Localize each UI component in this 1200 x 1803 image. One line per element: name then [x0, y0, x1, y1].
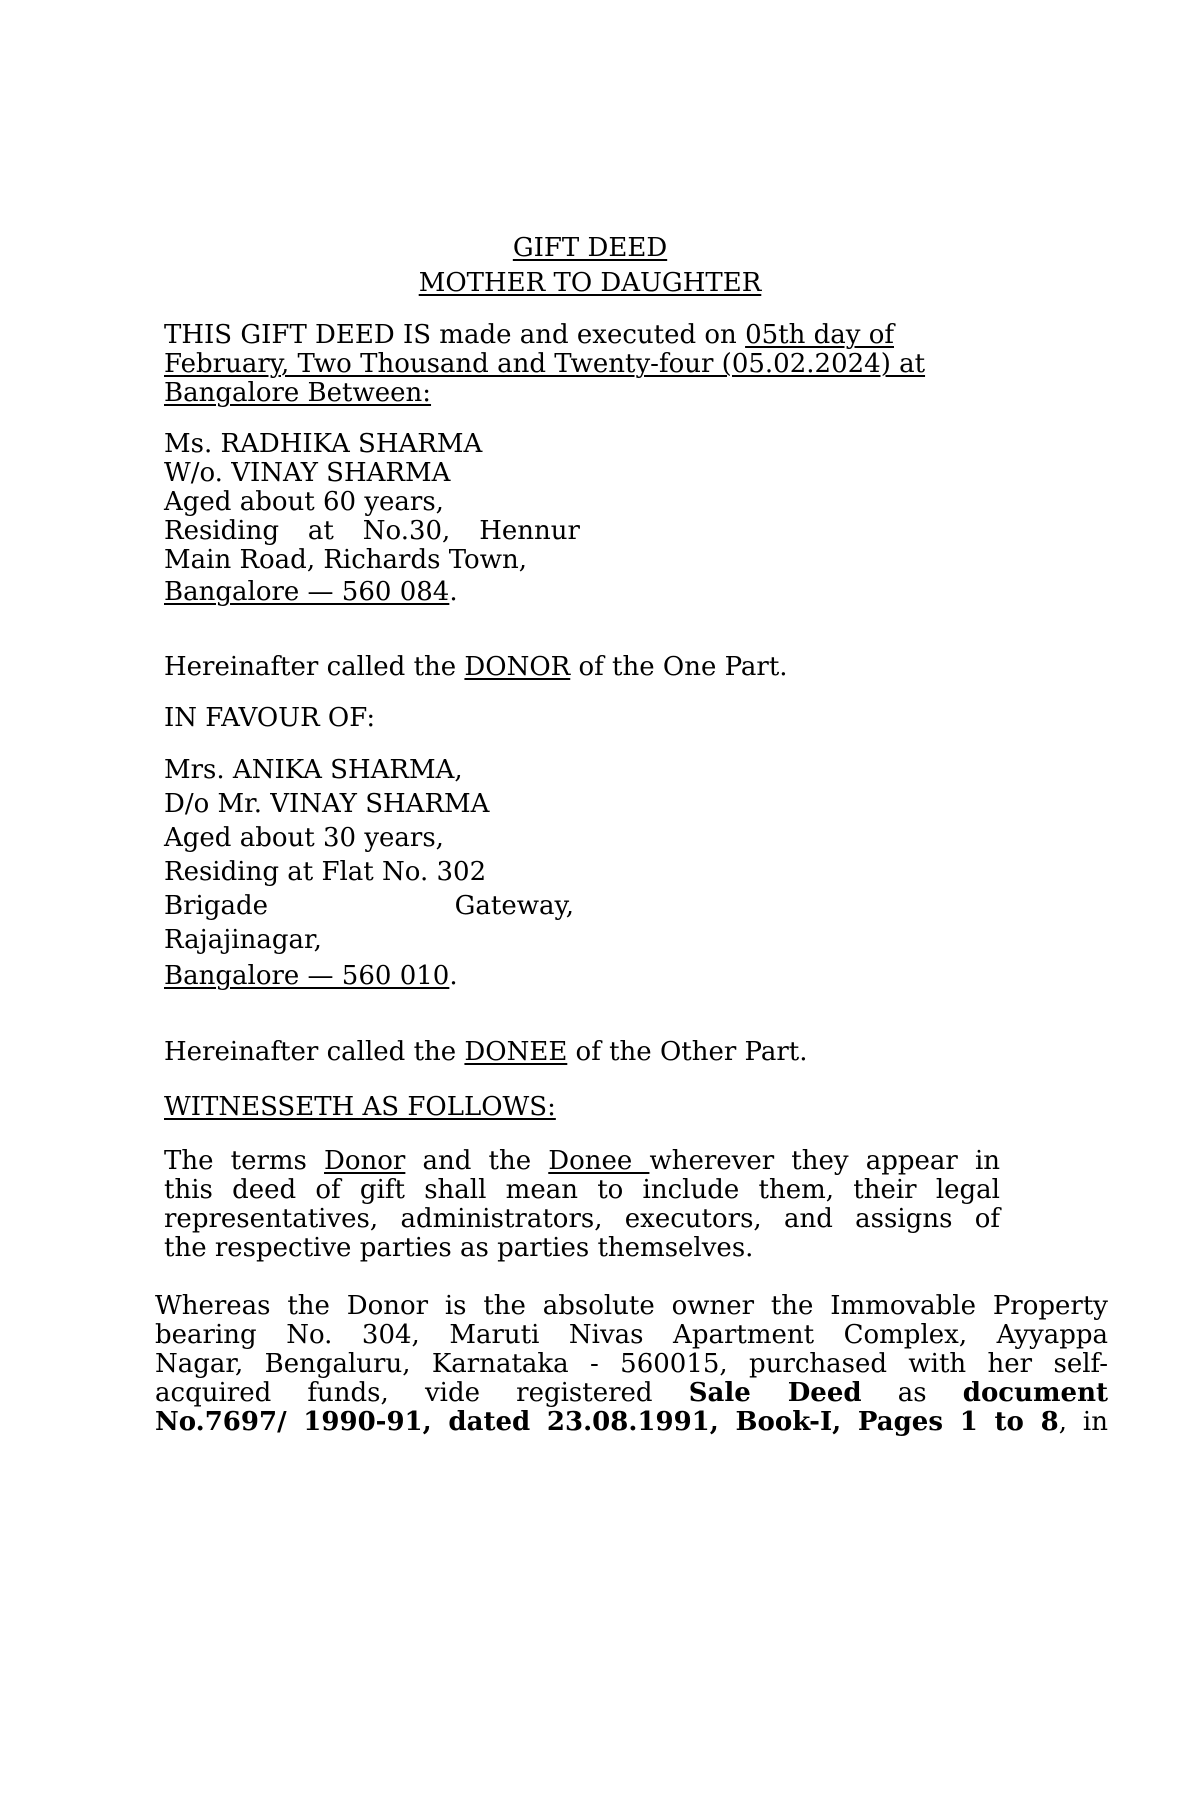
donee-designation — [164, 1037, 808, 1067]
intro-date-part-2: February, Two Thousand and Twenty-four (05.02.2024) at — [164, 349, 926, 379]
whereas-text: as — [861, 1378, 963, 1408]
donee-role: DONEE — [464, 1037, 568, 1067]
terms-text: and the — [405, 1146, 549, 1176]
donee-name: Mrs. ANIKA SHARMA, — [164, 755, 463, 785]
terms-text: wherever they appear in — [649, 1146, 1001, 1176]
terms-line-4: the respective parties as parties themselves. — [164, 1233, 754, 1263]
donor-address-word: Residing — [164, 516, 279, 546]
donee-address-line-2 — [164, 891, 574, 921]
donor-address-word: No.30, — [362, 516, 451, 546]
witnesseth-heading — [164, 1092, 556, 1122]
deed-subtitle-text: MOTHER TO DAUGHTER — [418, 268, 762, 298]
donee-called-suffix: of the Other Part. — [567, 1037, 808, 1067]
terms-line-3: representatives, administrators, executors, and assigns of — [164, 1204, 1000, 1234]
donee-age: Aged about 30 years, — [164, 823, 444, 853]
donor-address-line-1 — [164, 516, 580, 546]
intro-date-part-1: 05th day of — [745, 320, 894, 350]
whereas-sale-deed: Sale Deed — [688, 1378, 862, 1408]
donee-address-word: Gateway, — [454, 891, 574, 921]
donee-city-period: . — [449, 961, 458, 991]
terms-donee: Donee — [548, 1146, 650, 1176]
deed-title — [0, 233, 1180, 263]
whereas-line-3: Nagar, Bengaluru, Karnataka - 560015, purchased with her self- — [155, 1349, 1108, 1379]
terms-line-2: this deed of gift shall mean to include them, their legal — [164, 1175, 1000, 1205]
intro-line-3 — [164, 378, 431, 408]
donor-relation: W/o. VINAY SHARMA — [164, 458, 451, 488]
donor-address-word: at — [307, 516, 334, 546]
donor-age: Aged about 60 years, — [164, 487, 444, 517]
whereas-text: , in — [1058, 1407, 1108, 1437]
donee-relation: D/o Mr. VINAY SHARMA — [164, 789, 490, 819]
donor-city-period: . — [449, 577, 458, 607]
whereas-line-5 — [155, 1407, 1108, 1437]
intro-line-1 — [164, 320, 894, 350]
donor-address-line-2: Main Road, Richards Town, — [164, 545, 527, 575]
donee-city-text: Bangalore — 560 010 — [164, 961, 450, 991]
donor-designation — [164, 652, 788, 682]
intro-line-2 — [164, 349, 925, 379]
donor-called-suffix: of the One Part. — [570, 652, 788, 682]
whereas-line-1: Whereas the Donor is the absolute owner the Immovable Property — [155, 1291, 1108, 1321]
in-favour-of: IN FAVOUR OF: — [164, 703, 376, 733]
whereas-document-ref: No.7697/ 1990-91, dated 23.08.1991, Book-I, Pages 1 to 8 — [155, 1407, 1059, 1437]
donor-city-text: Bangalore — 560 084 — [164, 577, 450, 607]
donee-city — [164, 961, 458, 991]
donee-address-word: Brigade — [164, 891, 269, 921]
whereas-document: document — [962, 1378, 1109, 1408]
whereas-line-2: bearing No. 304, Maruti Nivas Apartment Complex, Ayyappa — [155, 1320, 1108, 1350]
intro-prefix: THIS GIFT DEED IS made and executed on — [164, 320, 746, 350]
whereas-text: acquired funds, vide registered — [155, 1378, 689, 1408]
donee-address-line-3: Rajajinagar, — [164, 925, 322, 955]
terms-text: The terms — [164, 1146, 325, 1176]
donee-address-line-1: Residing at Flat No. 302 — [164, 857, 487, 887]
deed-subtitle — [0, 268, 1180, 298]
donor-address-word: Hennur — [479, 516, 580, 546]
terms-donor: Donor — [324, 1146, 406, 1176]
donor-role: DONOR — [464, 652, 571, 682]
whereas-line-4 — [155, 1378, 1108, 1408]
deed-title-text: GIFT DEED — [512, 233, 668, 263]
donor-called-prefix: Hereinafter called the — [164, 652, 465, 682]
witnesseth-text: WITNESSETH AS FOLLOWS: — [164, 1092, 556, 1122]
donor-city — [164, 577, 458, 607]
terms-line-1 — [164, 1146, 1000, 1176]
intro-date-part-3: Bangalore Between: — [164, 378, 432, 408]
donor-name: Ms. RADHIKA SHARMA — [164, 429, 483, 459]
donee-called-prefix: Hereinafter called the — [164, 1037, 465, 1067]
